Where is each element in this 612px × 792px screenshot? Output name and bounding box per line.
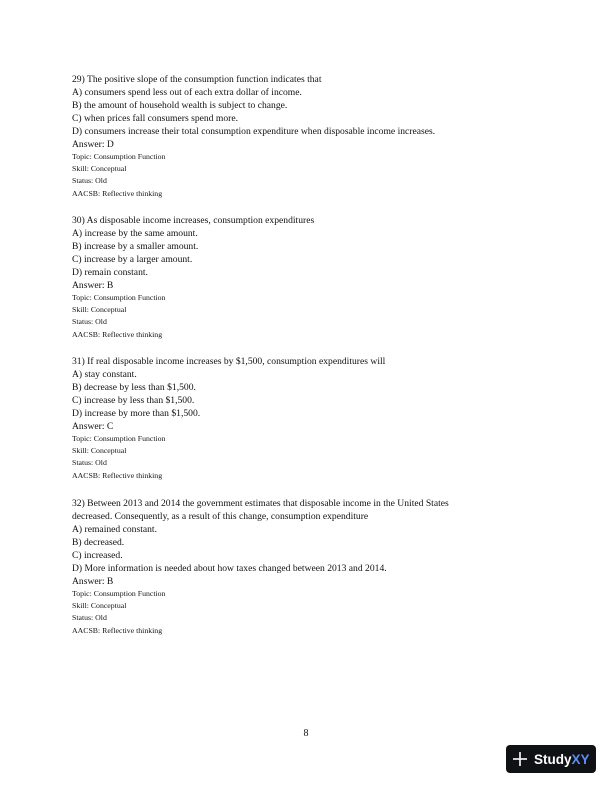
- question-stem-continued: decreased. Consequently, as a result of this change, consumption expenditure: [72, 511, 369, 522]
- meta-skill: Skill: Conceptual: [72, 446, 127, 456]
- option-a: A) consumers spend less out of each extra dollar of income.: [72, 87, 302, 98]
- badge-brand-text: Study: [534, 751, 572, 767]
- meta-aacsb: AACSB: Reflective thinking: [72, 188, 163, 198]
- meta-status: Status: Old: [72, 176, 107, 186]
- meta-skill: Skill: Conceptual: [72, 164, 127, 174]
- option-d: D) More information is needed about how taxes changed between 2013 and 2014.: [72, 563, 387, 574]
- meta-aacsb: AACSB: Reflective thinking: [72, 470, 163, 480]
- badge-brand-accent: XY: [571, 751, 590, 767]
- option-c: C) when prices fall consumers spend more.: [72, 113, 238, 124]
- page-number: 8: [303, 728, 309, 739]
- question-stem: 29) The positive slope of the consumption function indicates that: [72, 74, 322, 85]
- option-a: A) increase by the same amount.: [72, 228, 198, 239]
- question-stem: 30) As disposable income increases, consumption expenditures: [72, 215, 315, 226]
- option-d: D) consumers increase their total consumption expenditure when disposable income increases.: [72, 126, 436, 137]
- meta-status: Status: Old: [72, 613, 107, 623]
- option-d: D) increase by more than $1,500.: [72, 408, 201, 419]
- meta-aacsb: AACSB: Reflective thinking: [72, 329, 163, 339]
- option-c: C) increased.: [72, 550, 123, 561]
- meta-topic: Topic: Consumption Function: [72, 152, 166, 161]
- meta-skill: Skill: Conceptual: [72, 601, 127, 611]
- option-c: C) increase by less than $1,500.: [72, 395, 195, 406]
- answer: Answer: B: [72, 576, 114, 587]
- plus-cross-icon: [512, 751, 528, 767]
- meta-topic: Topic: Consumption Function: [72, 434, 166, 443]
- option-a: A) stay constant.: [72, 369, 137, 380]
- option-c: C) increase by a larger amount.: [72, 254, 193, 265]
- answer: Answer: D: [72, 139, 114, 150]
- answer: Answer: C: [72, 421, 114, 432]
- option-d: D) remain constant.: [72, 267, 148, 278]
- meta-topic: Topic: Consumption Function: [72, 589, 166, 598]
- option-b: B) increase by a smaller amount.: [72, 241, 199, 252]
- question-30: [72, 214, 542, 341]
- meta-status: Status: Old: [72, 317, 107, 327]
- question-stem: 32) Between 2013 and 2014 the government estimates that disposable income in the United States: [72, 498, 449, 509]
- studyxy-badge[interactable]: [506, 745, 596, 773]
- meta-skill: Skill: Conceptual: [72, 305, 127, 315]
- question-32: [72, 497, 542, 637]
- option-a: A) remained constant.: [72, 524, 157, 535]
- question-stem: 31) If real disposable income increases by $1,500, consumption expenditures will: [72, 356, 386, 367]
- option-b: B) decrease by less than $1,500.: [72, 382, 196, 393]
- meta-status: Status: Old: [72, 458, 107, 468]
- answer: Answer: B: [72, 280, 114, 291]
- option-b: B) decreased.: [72, 537, 125, 548]
- meta-aacsb: AACSB: Reflective thinking: [72, 625, 163, 635]
- question-31: [72, 355, 542, 482]
- option-b: B) the amount of household wealth is subject to change.: [72, 100, 288, 111]
- meta-topic: Topic: Consumption Function: [72, 293, 166, 302]
- question-29: [72, 73, 542, 200]
